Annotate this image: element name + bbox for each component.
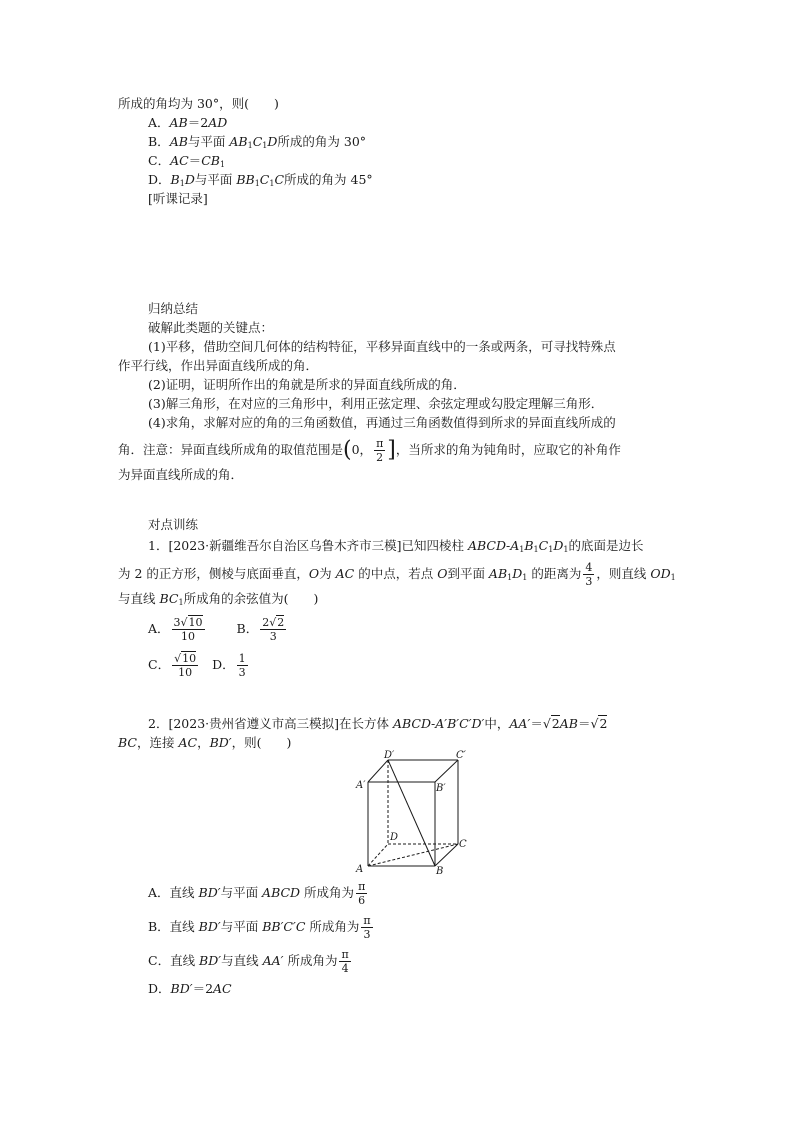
option-text: 所成的角为 30° (277, 134, 367, 149)
vertex-label-d: D (390, 832, 399, 843)
question-2-option-a: A．直线 BD′与平面 ABCD 所成角为 $\frac{\pi}{6}$ (148, 880, 366, 907)
math-text: B (170, 172, 180, 187)
summary-title: 归纳总结 (148, 301, 199, 316)
question-1-line-2: 为 2 的正方形，侧棱与底面垂直，O为 AC 的中点，若点 O到平面 $AB_1D_1$ 的距离为 $\frac{4}{3}$ ，则直线 $OD_1$ (118, 561, 676, 588)
range-bracket-close: ] (387, 437, 396, 463)
option-a-value: $\frac{3√10}{10}$ (173, 616, 203, 643)
summary-point-4: (4)求角，求解对应的角的三角函数值，再通过三角函数值得到所求的异面直线所成的 (148, 415, 616, 430)
practice-title: 对点训练 (148, 517, 199, 532)
math-text: AB (169, 115, 188, 130)
math-text: C (274, 172, 285, 187)
question-2-option-b: B．直线 BD′与平面 BB′C′C 所成角为 $\frac{\pi}{3}$ (148, 914, 371, 941)
option-d-value: $\frac{1}{3}$ (238, 652, 246, 679)
option-c-value: $\frac{√10}{10}$ (174, 652, 197, 679)
option-label: B． (148, 134, 170, 149)
math-text: D (267, 134, 278, 149)
summary-point-1-cont: 作平行线，作出异面直线所成的角． (118, 358, 319, 373)
fraction-pi-over-2: $\frac{\pi}{2}$ (376, 437, 384, 464)
vertex-label-c: C (459, 839, 467, 850)
vertex-label-a: A (356, 864, 364, 875)
math-text: C (259, 172, 270, 187)
math-text: D (184, 172, 195, 187)
edge-a-d (368, 844, 388, 866)
summary-point-2: (2)证明，证明所作出的角就是所求的异面直线所成的角． (148, 377, 466, 392)
option-text: ＝2 (187, 115, 209, 130)
question-1-options-cd (148, 648, 250, 682)
edge-bprime-cprime (435, 760, 458, 782)
math-text: AB (229, 134, 248, 149)
question-2-line-2: BC，连接 AC，BD′，则( ) (118, 735, 292, 750)
summary-point-1: (1)平移，借助空间几何体的结构特征，平移异面直线中的一条或两条，可寻找特殊点 (148, 339, 616, 354)
option-d: D．$B_1D$与平面 $BB_1C_1C$所成的角为 45° (148, 172, 373, 188)
vertex-label-cprime: C′ (456, 750, 466, 761)
cuboid-figure (350, 748, 476, 876)
option-label: B． (236, 621, 259, 636)
math-text: AD (208, 115, 228, 130)
range-bracket-open: ( (343, 437, 352, 463)
option-label: C． (148, 153, 171, 168)
summary-text: ，当所求的角为钝角时，应取它的补角作 (395, 442, 621, 457)
question-1-line-3: 与直线 $BC_1$所成角的余弦值为( ) (118, 591, 319, 607)
diagonal-bdprime (388, 760, 435, 866)
question-2-line-1: 2．[2023·贵州省遵义市高三模拟]在长方体 ABCD-A′B′C′D′中，AA′＝√2AB＝√2 (148, 716, 608, 731)
problem-continuation: 所成的角均为 30°，则( ) (118, 96, 279, 111)
math-text: CB (201, 153, 220, 168)
option-label: D． (148, 172, 171, 187)
math-text: AB (169, 134, 188, 149)
summary-text: 角．注意：异面直线所成角的取值范围是 (118, 442, 344, 457)
option-b-value: $\frac{2√2}{3}$ (262, 616, 285, 643)
option-a (148, 114, 227, 132)
question-2-option-c: C．直线 BD′与直线 AA′ 所成角为 $\frac{\pi}{4}$ (148, 948, 349, 975)
option-label: A． (148, 621, 170, 636)
option-text: 与平面 (187, 134, 230, 149)
fraction-4-over-3: $\frac{4}{3}$ (585, 561, 593, 588)
summary-lead: 破解此类题的关键点： (148, 320, 274, 335)
summary-point-4-cont (118, 436, 621, 465)
option-label: C． (148, 657, 171, 672)
vertex-label-dprime: D′ (384, 750, 395, 761)
vertex-label-b: B (436, 866, 444, 876)
question-1-line-1: 1．[2023·新疆维吾尔自治区乌鲁木齐市三模]已知四棱柱 ABCD-$A_1B_1C_1D_1$的底面是边长 (148, 538, 644, 554)
vertex-label-bprime: B′ (436, 783, 446, 794)
summary-point-3: (3)解三角形，在对应的三角形中，利用正弦定理、余弦定理或勾股定理解三角形． (148, 396, 604, 411)
vertex-label-aprime: A′ (356, 780, 366, 791)
option-label: A． (148, 115, 170, 130)
edge-aprime-dprime (368, 760, 388, 782)
question-2-option-d: D．BD′＝2AC (148, 981, 232, 996)
option-b: B．AB与平面 $AB_1C_1D$所成的角为 30° (148, 134, 367, 150)
diagonal-ac (368, 844, 458, 866)
option-text: 与平面 (194, 172, 237, 187)
summary-point-4-end: 为异面直线所成的角． (118, 467, 244, 482)
option-text: ＝ (188, 153, 202, 168)
option-c: C．$AC=CB_1$ (148, 153, 226, 169)
range-value: 0， (351, 442, 373, 457)
option-label: D． (212, 657, 235, 672)
math-text: BB (236, 172, 255, 187)
option-text: 所成的角为 45° (284, 172, 373, 187)
math-text: C (252, 134, 263, 149)
lecture-record-label: [听课记录] (148, 191, 208, 206)
math-text: AC (170, 153, 189, 168)
question-1-options-ab (148, 612, 288, 646)
